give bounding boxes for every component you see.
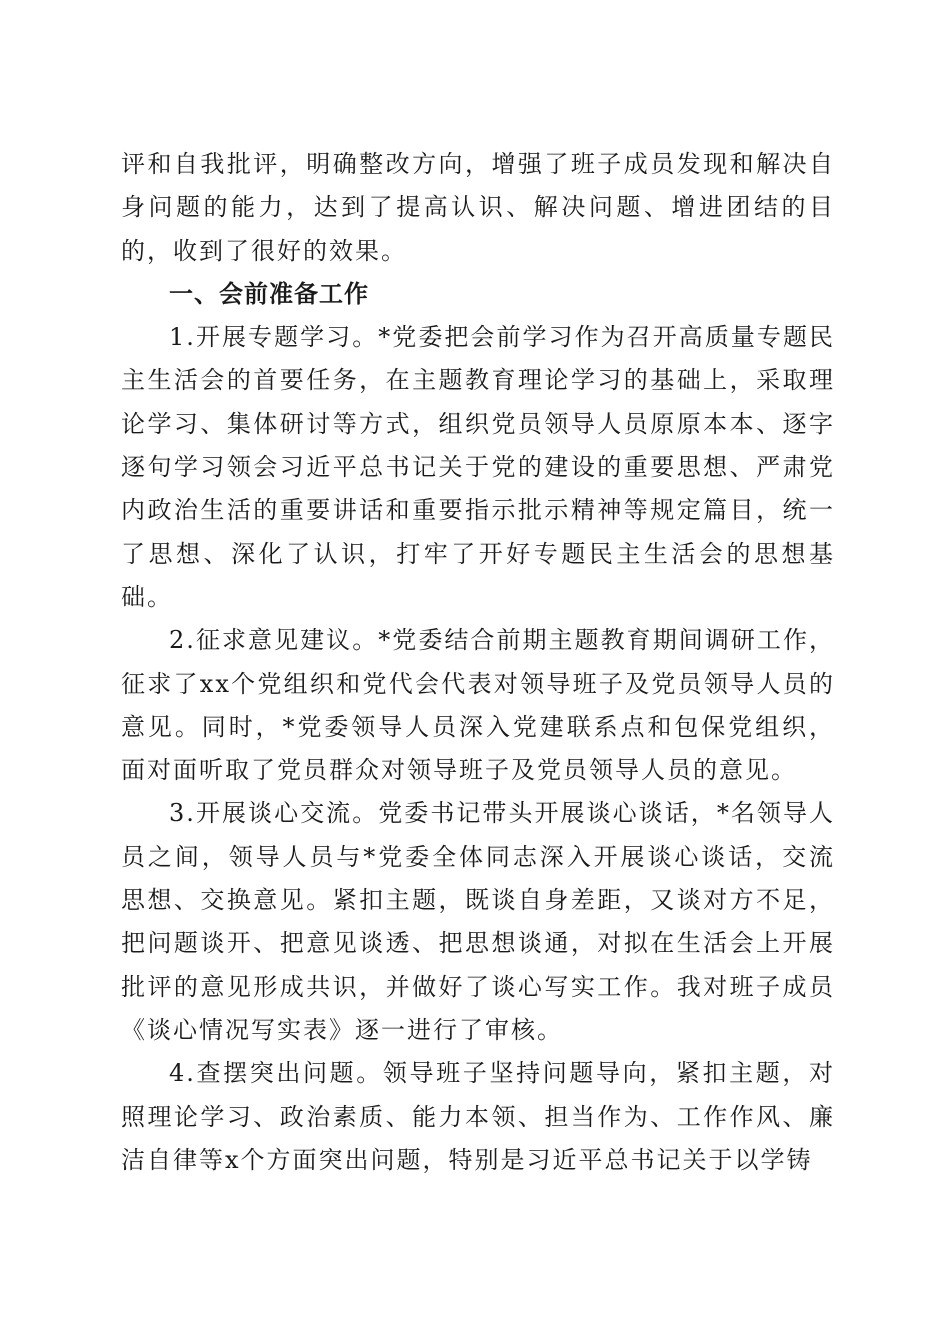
document-body [121,143,835,1182]
section-heading: 一、会前准备工作 [169,279,369,308]
opening-paragraph: 评和自我批评，明确整改方向，增强了班子成员发现和解决自身问题的能力，达到了提高认识、解决问题、增进团结的目的，收到了很好的效果。 [121,150,835,265]
item-3-paragraph: 3.开展谈心交流。党委书记带头开展谈心谈话，*名领导人员之间，领导人员与*党委全体同志深入开展谈心谈话，交流思想、交换意见。紧扣主题，既谈自身差距，又谈对方不足，把问题谈开、把意见谈透、把思想谈通，对拟在生活会上开展批评的意见形成共识，并做好了谈心写实工作。我对班子成员《谈心情况写实表》逐一进行了审核。 [121,799,835,1044]
item-4-paragraph: 4.查摆突出问题。领导班子坚持问题导向，紧扣主题，对照理论学习、政治素质、能力本领、担当作为、工作作风、廉洁自律等x个方面突出问题，特别是习近平总书记关于以学铸 [121,1059,835,1174]
item-2-paragraph: 2.征求意见建议。*党委结合前期主题教育期间调研工作，征求了xx个党组织和党代会代表对领导班子及党员领导人员的意见。同时，*党委领导人员深入党建联系点和包保党组织，面对面听取了党员群众对领导班子及党员领导人员的意见。 [121,626,835,785]
item-1-paragraph: 1.开展专题学习。*党委把会前学习作为召开高质量专题民主生活会的首要任务，在主题教育理论学习的基础上，采取理论学习、集体研讨等方式，组织党员领导人员原原本本、逐字逐句学习领会习近平总书记关于党的建设的重要思想、严肃党内政治生活的重要讲话和重要指示批示精神等规定篇目，统一了思想、深化了认识，打牢了开好专题民主生活会的思想基础。 [121,323,835,611]
